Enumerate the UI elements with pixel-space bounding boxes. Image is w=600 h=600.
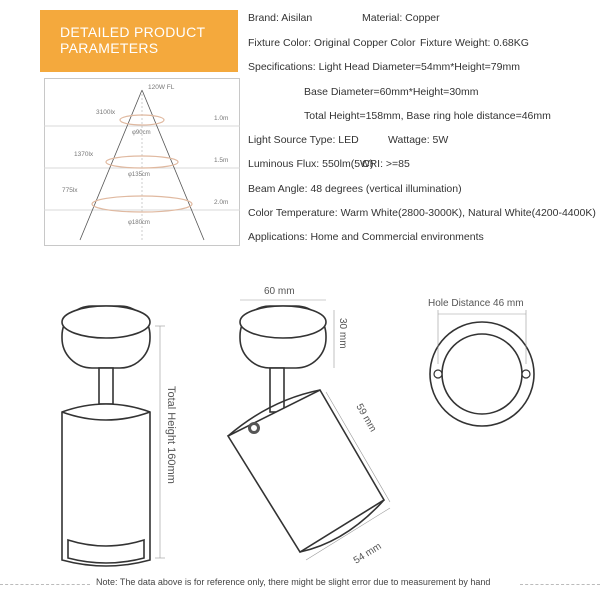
spec-applications: Applications: Home and Commercial environments (248, 231, 484, 243)
spec-beam-angle: Beam Angle: 48 degrees (vertical illumination) (248, 183, 462, 195)
beam-distance-1: 1.0m (214, 115, 229, 122)
spec-light-source: Light Source Type: LED (248, 134, 359, 146)
footer-divider-right (520, 584, 600, 585)
beam-diameter-1: φ90cm (132, 130, 151, 136)
spec-material: Material: Copper (362, 12, 440, 24)
spec-head-dimensions: Specifications: Light Head Diameter=54mm*Height=79mm (248, 61, 520, 73)
dim-head-diameter: 54 mm (351, 541, 384, 567)
dim-base-width: 60 mm (264, 286, 295, 297)
spec-total-height: Total Height=158mm, Base ring hole distance=46mm (304, 110, 551, 122)
spec-cri: CRI: >=85 (362, 158, 410, 170)
title-banner (40, 10, 238, 72)
dim-total-height: Total Height 160mm (165, 386, 177, 484)
dim-head-height: 59 mm (353, 402, 379, 434)
spec-wattage: Wattage: 5W (388, 134, 449, 146)
spec-fixture-weight: Fixture Weight: 0.68KG (420, 37, 529, 49)
beam-header: 120W FL (148, 84, 175, 91)
beam-lux-2: 1370lx (74, 151, 94, 158)
beam-distance-2: 1.5m (214, 157, 229, 164)
spec-luminous-flux: Luminous Flux: 550lm(5W) (248, 158, 374, 170)
dim-base-height: 30 mm (337, 318, 348, 349)
spec-brand: Brand: Aisilan (248, 12, 313, 24)
beam-lux-1: 3100lx (96, 109, 116, 116)
title-line-1: DETAILED PRODUCT (60, 24, 206, 40)
beam-distance-3: 2.0m (214, 199, 229, 206)
spec-color-temperature: Color Temperature: Warm White(2800-3000K), Natural White(4200-4400K) (248, 207, 596, 219)
spec-fixture-color: Fixture Color: Original Copper Color (248, 37, 416, 49)
footer-note: Note: The data above is for reference only, there might be slight error due to measurement by hand (96, 577, 491, 587)
footer (0, 574, 600, 594)
spec-base-dimensions: Base Diameter=60mm*Height=30mm (304, 86, 479, 98)
page-title (60, 24, 205, 56)
beam-lux-3: 775lx (62, 187, 78, 194)
footer-divider-left (0, 584, 90, 585)
dim-hole-distance: Hole Distance 46 mm (428, 298, 524, 309)
beam-diameter-3: φ180cm (128, 220, 150, 226)
beam-diameter-2: φ135cm (128, 172, 150, 178)
title-line-2: PARAMETERS (60, 40, 159, 56)
technical-drawing (0, 280, 600, 580)
beam-diagram (44, 78, 240, 246)
